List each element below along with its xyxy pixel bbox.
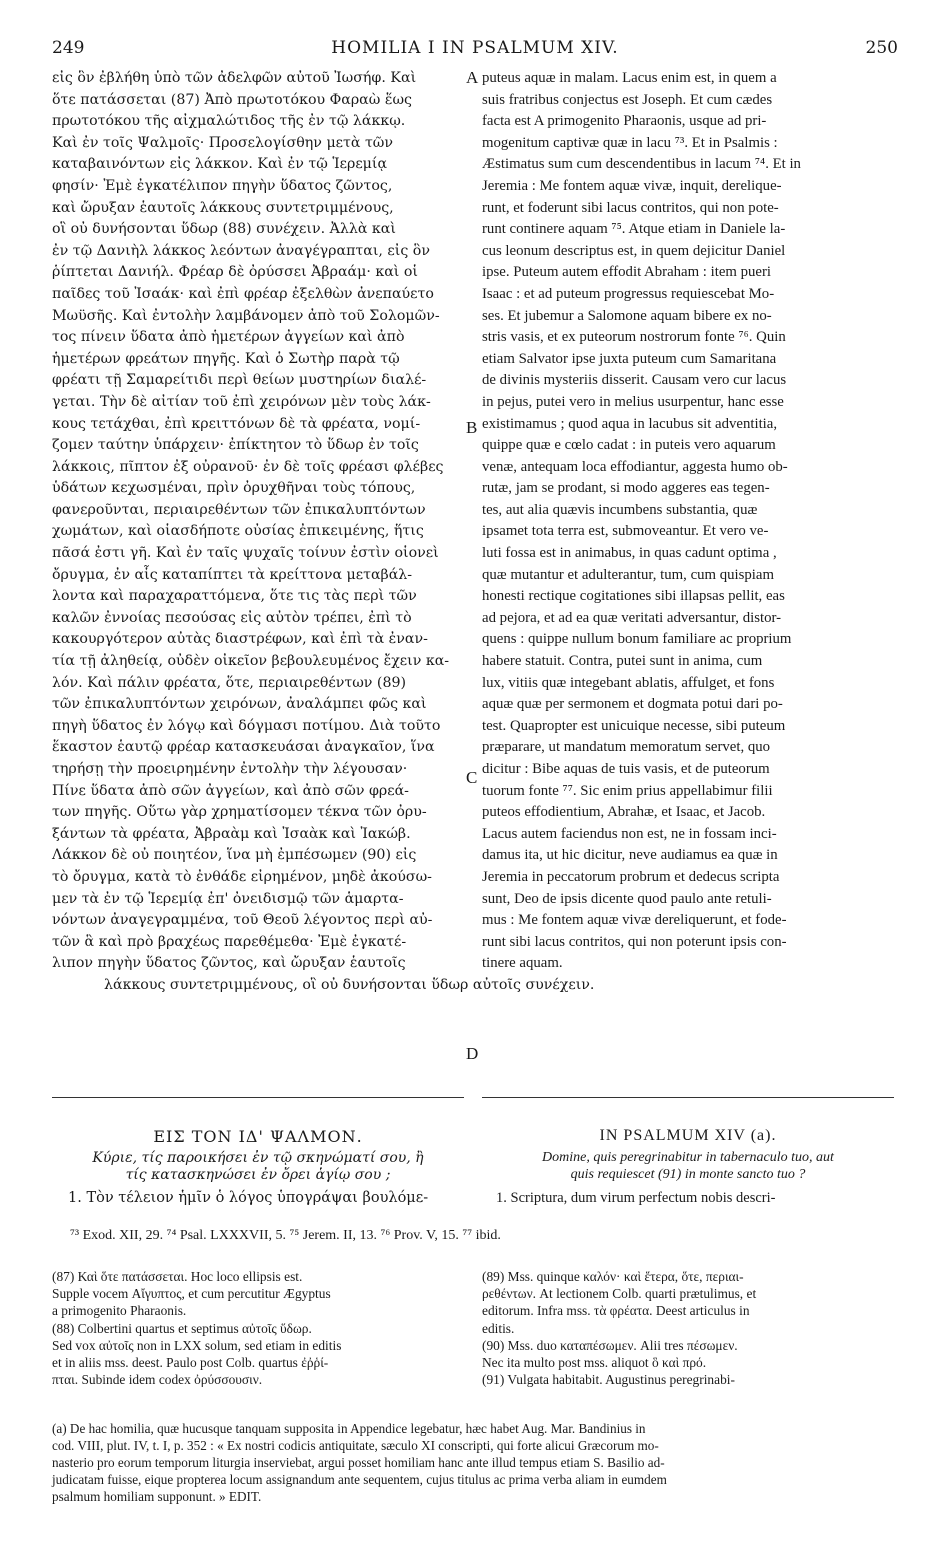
editor-note-line: psalmum homiliam supponunt. » EDIT. (52, 1489, 262, 1504)
latin-text-line: puteos effodientium, Abrahæ, et Isaac, et Jacob. (482, 804, 766, 821)
editor-note-line: cod. VIII, plut. IV, t. I, p. 352 : « Ex nostri codicis antiquitate, sæculo XI conscripti, qui forte alicui Græcorum mo- (52, 1438, 659, 1453)
greek-text-line: νόντων ἀναγεγραμμένα, τοῦ Θεοῦ λέγοντος περὶ αὐ- (52, 912, 433, 929)
latin-text-line: puteus aquæ in malam. Lacus enim est, in quem a (482, 70, 777, 86)
greek-text-line: φρέατι τῇ Σαμαρείτιδι περὶ θείων μυστηρίων διαλέ- (52, 372, 427, 389)
latin-text-line: venæ, antequam loca effodiantur, aggesta humo ob- (482, 458, 788, 475)
latin-text-line: etiam Salvator ipse juxta puteum cum Samaritana (482, 350, 777, 367)
latin-text-line: honesti rectique cogitationes sibi illapsas pellit, eas (482, 588, 785, 605)
latin-text-line: ses. Et jubemur a Salomone aquam bibere ex no- (482, 307, 772, 324)
latin-psalm-heading (482, 1127, 894, 1183)
latin-text-line: quippe quæ e cœlo cadat : in puteis vero aquarum (482, 437, 776, 454)
latin-text-line: lux, vitiis quæ integebant ablatis, affulget, et fons (482, 674, 775, 691)
latin-text-line: ipse. Puteum autem effodit Abraham : item pueri (482, 264, 772, 281)
greek-text-line: λόν. Καὶ πάλιν φρέατα, ὅτε, περιαιρεθέντων (89) (52, 674, 407, 691)
greek-text-line: κακουργότερον αὐτὰς διαστρέφων, καὶ ἐπὶ τὰ ἐναν- (52, 631, 428, 648)
greek-psalm-verse-1: Κύριε, τίς παροικήσει ἐν τῷ σκηνώματί σου, ἢ (92, 1150, 424, 1166)
left-page-number: 249 (52, 38, 85, 58)
greek-text-line: πηγὴ ὕδατος ἐν λόγῳ καὶ δόγμασι ποτίμου. Διὰ τοῦτο (52, 717, 441, 734)
latin-text-line: aquæ quæ per sermonem et dogmata potui dari po- (482, 696, 783, 713)
editor-footnote (52, 1420, 894, 1505)
footnotes-right (482, 1268, 894, 1388)
greek-text-line: γεται. Τὴν δὲ αἰτίαν τοῦ ἐπὶ χειρόνων μὲν τοὺς λάκ- (52, 393, 431, 410)
greek-text-line: φανεροῦνται, περιαιρεθέντων τῶν ἐπικαλυπτόντων (52, 501, 426, 518)
running-header (52, 38, 898, 62)
latin-text-line: Lacus autem faciendus non est, ne in fossam inci- (482, 825, 777, 842)
greek-text-line: ζομεν ταύτην ὑπάρχειν· ἐπίκτητον τὸ ὕδωρ ἐν τοῖς (52, 437, 419, 454)
latin-text-line: facta est A primogenito Pharaonis, usque ad pri- (482, 113, 767, 130)
greek-text-line: χωμάτων, καὶ οἱασδήποτε οὐσίας ἐπικειμένης, ἥτις (52, 523, 424, 540)
greek-first-line: 1. Τὸν τέλειον ἡμῖν ὁ λόγος ὑπογράψαι βουλόμε- (68, 1190, 429, 1206)
footnote-line: editis. (482, 1320, 515, 1336)
footnote-line: πται. Subinde idem codex ὀρύσσουσιν. (52, 1372, 263, 1388)
latin-first-line: 1. Scriptura, dum virum perfectum nobis descri- (496, 1190, 776, 1206)
greek-text-line: τῶν ἃ καὶ πρὸ βραχέως παρεθέμεθα· Ἐμὲ ἐγκατέ- (52, 933, 407, 950)
greek-text-line: φησίν· Ἐμὲ ἐγκατέλιπον πηγὴν ὕδατος ζῶντος, (52, 177, 393, 194)
latin-text-line: runt sibi lacus contritos, qui non poterunt ipsis con- (482, 933, 787, 950)
footnote-line: Nec ita multo post mss. aliquot ὃ καὶ πρό. (482, 1355, 707, 1371)
greek-text-line: πρωτοτόκου τῆς αἰχμαλώτιδος τῆς ἐν τῷ λάκκῳ. (52, 113, 406, 130)
greek-text-line: καὶ ὤρυξαν ἑαυτοῖς λάκκους συντετριμμένους, (52, 199, 394, 216)
greek-text-line: τηρήσῃ τὴν προειρημένην ἐντολὴν τὴν λέγουσαν· (52, 761, 408, 777)
greek-text-line: τία τῇ ἀληθείᾳ, οὐδὲν οἰκεῖον βεβουλευμένος ἔχειν κα- (52, 653, 450, 670)
latin-text-line: runt continere aquam ⁷⁵. Atque etiam in Daniele la- (482, 221, 786, 238)
greek-text-line: τὸ ὄρυγμα, κατὰ τὸ ἐνθάδε εἰρημένον, μηδὲ ἀκούσω- (52, 868, 432, 885)
editor-note-line: (a) De hac homilia, quæ hucusque tanquam supposita in Appendice legebatur, hæc habet Aug. Mar. Bandinius in (52, 1421, 646, 1436)
greek-text-line: των πηγῆς. Οὕτω γὰρ χρηματίσομεν τέκνα τῶν ὀρυ- (52, 804, 427, 821)
latin-psalm-verse-1: Domine, quis peregrinabitur in tabernaculo tuo, aut (542, 1150, 834, 1165)
latin-psalm-title: IN PSALMUM XIV (a). (599, 1127, 777, 1144)
latin-text-column (482, 68, 894, 975)
latin-text-line: Isaac : et ad puteum progressus requiescebat Mo- (482, 285, 775, 302)
greek-text-line: καταβαινόντων εἰς λάκκον. Καὶ ἐν τῷ Ἱερεμίᾳ (52, 156, 388, 173)
editor-note-line: judicatam fuisse, eique propterea locum assignandum ante sequentem, cujus titulus ac prima verba aliam in eumdem (52, 1472, 667, 1487)
footnote-line: et in aliis mss. deest. Paulo post Colb. quartus ἐῤῥί- (52, 1355, 329, 1371)
editor-note-line: nasterio pro eorum temporum liturgia inserviebat, argui posset homiliam hanc ante illud tempus etiam S. Basilio ad- (52, 1455, 665, 1470)
footnote-line: (91) Vulgata habitabit. Augustinus peregrinabi- (482, 1372, 735, 1388)
margin-letter-c: C (466, 768, 478, 787)
latin-text-line: mogenitum captivæ quæ in lacu ⁷³. Et in Psalmis : (482, 134, 778, 151)
greek-text-line: λάκκοις, πῖπτον ἐξ οὐρανοῦ· ἐν δὲ τοῖς φρέασι φλέβες (52, 458, 444, 475)
greek-text-line: εἰς ὃν ἐβλήθη ὑπὸ τῶν ἀδελφῶν αὐτοῦ Ἰωσήφ. Καὶ (52, 70, 417, 86)
greek-text-line: τος πίνειν ὕδατα ἀπὸ ἡμετέρων ἀγγείων καὶ ἀπὸ (52, 329, 405, 346)
footnote-line: a primogenito Pharaonis. (52, 1303, 187, 1319)
greek-text-line: ὅτε πατάσσεται (87) Ἀπὸ πρωτοτόκου Φαραὼ ἕως (52, 91, 412, 108)
greek-text-line: ὑδάτων κεχωσμέναι, πρὶν ὀρυχθῆναι τοὺς τόπους, (52, 480, 416, 497)
greek-text-line: ῥίπτεται Δανιήλ. Φρέαρ δὲ ὀρύσσει Ἀβραάμ· καὶ οἱ (52, 264, 418, 281)
greek-text-line: μεν τὰ ἐν τῷ Ἱερεμίᾳ ἐπ' ὀνειδισμῷ τῶν ἁμαρτα- (52, 890, 404, 907)
greek-psalm-verse-2: τίς κατασκηνώσει ἐν ὄρει ἁγίῳ σου ; (125, 1167, 391, 1183)
greek-text-line: λοντα καὶ παραχαραττόμενα, ὅτε τις τὰς περὶ τῶν (52, 588, 417, 605)
greek-text-line: τῶν ἐπικαλυπτόντων χειρόνων, ἀναλάμπει φῶς καὶ (52, 696, 427, 713)
greek-text-line: λάκκους συντετριμμένους, οἳ οὐ δυνήσονται ὕδωρ αὐτοῖς συνέχειν. (104, 976, 595, 993)
greek-psalm-title: ΕΙΣ ΤΟΝ ΙΔ' ΨΑΛΜΟΝ. (153, 1127, 363, 1146)
latin-text-line: rutæ, jam se prodant, si modo aggeres eas tegen- (482, 480, 770, 497)
margin-letter-b: B (466, 418, 478, 437)
latin-text-line: stris vasis, et ex puteorum nostrorum fonte ⁷⁶. Quin (482, 329, 786, 346)
footnote-line: (90) Mss. duo καταπέσωμεν. Alii tres πέσωμεν. (482, 1337, 738, 1353)
latin-text-line: damus ita, ut hic dicitur, neve audiamus ea quæ in (482, 847, 778, 864)
latin-text-line: tes, aut alia quævis incumbens substantia, quæ (482, 501, 758, 518)
greek-text-line: καλῶν ἐννοίας πεσούσας εἰς αὐτὸν τρέπει, ἐπὶ τὸ (52, 609, 412, 626)
latin-text-line: in pejus, putei vero in melius usurpentur, hanc esse (482, 393, 784, 410)
latin-text-line: Jeremia in peccatorum probrum et dedecus scripta (482, 868, 780, 885)
scripture-references: ⁷³ Exod. XII, 29. ⁷⁴ Psal. LXXXVII, 5. ⁷⁵ Jerem. II, 13. ⁷⁶ Prov. V, 15. ⁷⁷ ibid. (70, 1228, 501, 1243)
greek-text-line: πᾶσά ἐστι γῆ. Καὶ ἐν ταῖς ψυχαῖς τοίνυν ἐστὶν οἱονεὶ (52, 545, 439, 562)
latin-text-line: dicitur : Bibe aquas de tuis vasis, et de puteorum (482, 761, 770, 777)
greek-text-line: Πίνε ὕδατα ἀπὸ σῶν ἀγγείων, καὶ ἀπὸ σῶν φρεά- (52, 782, 409, 799)
footnote-line: (87) Καὶ ὅτε πατάσσεται. Hoc loco ellipsis est. (52, 1269, 303, 1284)
greek-text-line: Μωϋσῆς. Καὶ ἐντολὴν λαμβάνομεν ἀπὸ τοῦ Σολομῶν- (52, 307, 440, 324)
latin-text-line: tinere aquam. (482, 955, 563, 972)
latin-text-line: ipsamet tota terra est, submoveantur. Et vero ve- (482, 523, 769, 540)
margin-letter-a: A (466, 68, 479, 87)
running-title: HOMILIA I IN PSALMUM XIV. (331, 38, 619, 58)
latin-text-line: mus : Me fontem aquæ vivæ dereliquerunt, et fode- (482, 912, 787, 929)
margin-letter-d: D (466, 1044, 479, 1063)
latin-text-line: præparare, ut mandatum memoratum servet, quo (482, 739, 771, 756)
latin-text-line: de divinis mysteriis disserit. Causam vero cur lacus (482, 372, 787, 389)
latin-psalm-verse-2: quis requiescet (91) in monte sancto tuo ? (570, 1167, 806, 1182)
greek-text-line: κους τετάχθαι, ἐπὶ κρειττόνων δὲ τὰ φρέατα, νομί- (52, 415, 421, 432)
section-divider-left (52, 1097, 464, 1098)
latin-text-line: suis fratribus conjectus est Joseph. Et cum cædes (482, 91, 773, 108)
greek-text-line: ξάντων τὰ φρέατα, Ἀβραὰμ καὶ Ἰσαὰκ καὶ Ἰακώβ. (52, 825, 411, 842)
footnote-line: (88) Colbertini quartus et septimus αὐτοῖς ὕδωρ. (52, 1320, 312, 1336)
latin-text-line: test. Quapropter est unicuique necesse, sibi puteum (482, 717, 786, 734)
latin-text-line: runt, et foderunt sibi lacus contritos, qui non pote- (482, 199, 779, 216)
greek-psalm-heading (52, 1127, 464, 1184)
greek-text-line: Λάκκον δὲ οὐ ποιητέον, ἵνα μὴ ἐμπέσωμεν (90) εἰς (52, 847, 417, 864)
footnote-line: Supple vocem Αἴγυπτος, et cum percutitur Ægyptus (52, 1286, 331, 1302)
footnote-line: (89) Mss. quinque καλόν· καὶ ἕτερα, ὅτε, περιαι- (482, 1269, 744, 1284)
greek-text-line: οἳ οὐ δυνήσονται ὕδωρ (88) συνέχειν. Ἀλλὰ καὶ (52, 221, 396, 238)
greek-text-line: ἕκαστον ἑαυτῷ φρέαρ κατασκευάσαι ἀναγκαῖον, ἵνα (52, 739, 435, 756)
greek-text-line: παῖδες τοῦ Ἰσαάκ· καὶ ἐπὶ φρέαρ ἐξελθὼν ἀνεπαύετο (52, 285, 434, 302)
right-page-number: 250 (865, 38, 898, 58)
latin-text-line: luti fossa est in animabus, in quas cadunt optima , (482, 545, 777, 562)
greek-text-line: ὄρυγμα, ἐν αἷς καταπίπτει τὰ κρείττονα μεταβάλ- (52, 566, 413, 583)
footnote-line: editorum. Infra mss. τὰ φρέατα. Deest articulus in (482, 1303, 750, 1319)
latin-text-line: quens : quippe nullum bonum familiare ac proprium (482, 631, 792, 648)
greek-text-line: ἡμετέρων φρεάτων πηγῆς. Καὶ ὁ Σωτὴρ παρὰ τῷ (52, 350, 400, 367)
latin-text-line: cus leonum descriptus est, in quem dejicitur Daniel (482, 242, 786, 259)
footnotes-left (52, 1268, 464, 1388)
footnote-line: ρεθέντων. At lectionem Colb. quarti prætulimus, et (482, 1286, 757, 1302)
latin-text-line: existimamus ; quod aqua in lacubus sit adventitia, (482, 415, 778, 432)
greek-text-line: Καὶ ἐν τοῖς Ψαλμοῖς· Προσελογίσθην μετὰ τῶν (52, 134, 393, 151)
greek-text-line: ἐν τῷ Δανιὴλ λάκκος λεόντων ἀναγέγραπται, εἰς ὃν (52, 242, 430, 259)
section-divider-right (482, 1097, 894, 1098)
latin-text-line: Æstimatus sum cum descendentibus in lacum ⁷⁴. Et in (482, 156, 801, 173)
latin-text-line: Jeremia : Me fontem aquæ vivæ, inquit, dereliquе- (482, 177, 782, 194)
latin-text-line: quæ mutantur et adulterantur, tum, cum quispiam (482, 566, 774, 583)
latin-text-line: habere statuit. Contra, putei sunt in anima, cum (482, 653, 763, 670)
latin-text-line: sunt, Deo de ipsis dicente quod paulo ante retuli- (482, 890, 772, 907)
latin-text-line: ad pejora, et ad ea quæ veritati adversantur, distor- (482, 609, 782, 626)
latin-text-line: tuorum fonte ⁷⁷. Sic enim prius appellabimur filii (482, 782, 773, 799)
footnote-line: Sed vox αὐτοῖς non in LXX solum, sed etiam in editis (52, 1337, 342, 1353)
greek-text-line: λιπον πηγὴν ὕδατος ζῶντος, καὶ ὤρυξαν ἑαυτοῖς (52, 955, 406, 972)
